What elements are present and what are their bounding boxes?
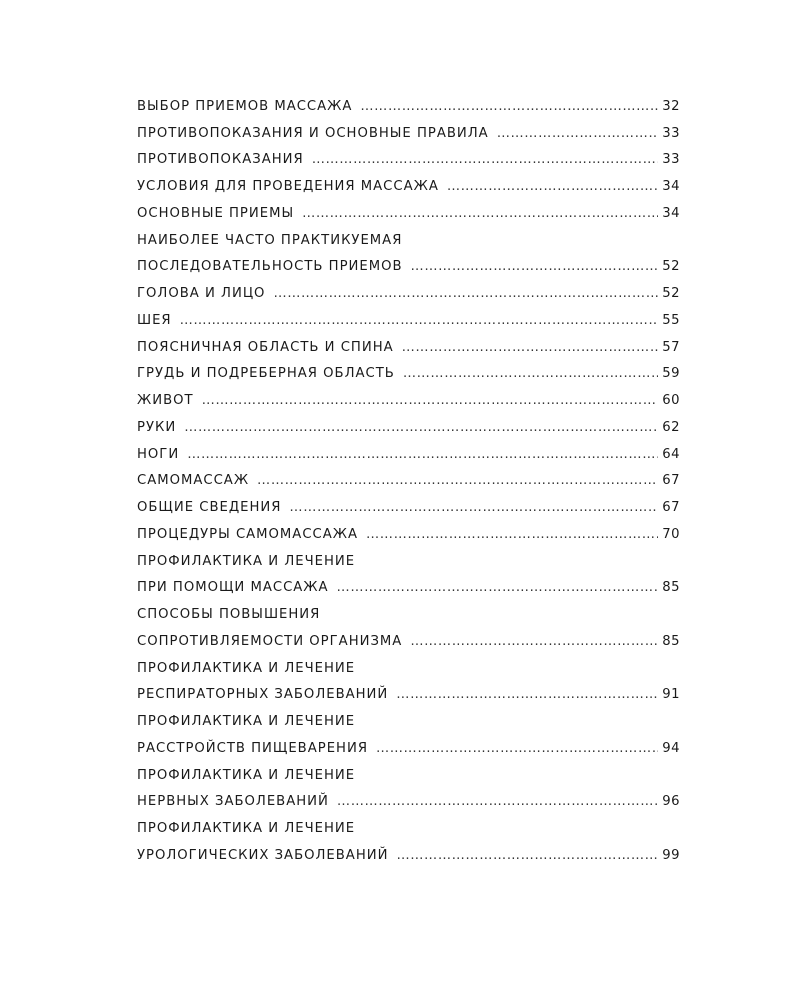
dot-leader bbox=[396, 848, 658, 863]
dot-leader bbox=[396, 687, 658, 702]
toc-entry[interactable] bbox=[137, 120, 680, 147]
dot-leader bbox=[273, 286, 658, 301]
toc-entry-page-number: 64 bbox=[662, 446, 680, 462]
dot-leader bbox=[447, 179, 658, 194]
toc-entry-page-number: 96 bbox=[662, 794, 680, 810]
dot-leader bbox=[366, 527, 658, 542]
dot-leader bbox=[184, 420, 658, 435]
toc-entry-title: ПРОФИЛАКТИКА И ЛЕЧЕНИЕ bbox=[137, 767, 356, 783]
toc-entry-title: РАССТРОЙСТВ ПИЩЕВАРЕНИЯ bbox=[137, 740, 368, 756]
toc-entry[interactable] bbox=[137, 334, 680, 361]
toc-entry[interactable] bbox=[137, 200, 680, 227]
toc-entry-page-number: 67 bbox=[662, 473, 680, 489]
toc-entry-page-number: 52 bbox=[662, 286, 680, 302]
toc-entry-page-number: 59 bbox=[662, 366, 680, 382]
toc-entry-title: ПРОФИЛАКТИКА И ЛЕЧЕНИЕ bbox=[137, 553, 356, 569]
toc-entry[interactable] bbox=[137, 93, 680, 120]
toc-entry[interactable] bbox=[137, 468, 680, 495]
toc-entry-title: ПРОФИЛАКТИКА И ЛЕЧЕНИЕ bbox=[137, 714, 356, 730]
toc-entry-page-number: 94 bbox=[662, 740, 680, 756]
dot-leader bbox=[360, 99, 658, 114]
toc-entry[interactable] bbox=[137, 842, 680, 869]
toc-entry-page-number: 99 bbox=[662, 847, 680, 863]
toc-entry-page-number: 32 bbox=[662, 98, 680, 114]
toc-entry[interactable] bbox=[137, 361, 680, 388]
table-of-contents bbox=[137, 93, 680, 869]
toc-entry[interactable] bbox=[137, 387, 680, 414]
dot-leader bbox=[410, 634, 658, 649]
toc-entry-title: ПРОЦЕДУРЫ САМОМАССАЖА bbox=[137, 526, 358, 542]
toc-entry-page-number: 70 bbox=[662, 526, 680, 542]
toc-entry-title: ПРОФИЛАКТИКА И ЛЕЧЕНИЕ bbox=[137, 821, 356, 837]
toc-entry-page-number: 91 bbox=[662, 687, 680, 703]
dot-leader bbox=[403, 366, 658, 381]
dot-leader bbox=[180, 313, 659, 328]
toc-entry-title: ЖИВОТ bbox=[137, 393, 194, 409]
toc-entry[interactable] bbox=[137, 414, 680, 441]
dot-leader bbox=[187, 447, 658, 462]
toc-entry-title: ВЫБОР ПРИЕМОВ МАССАЖА bbox=[137, 98, 353, 114]
toc-entry-page-number: 85 bbox=[662, 580, 680, 596]
toc-entry-title: ГОЛОВА И ЛИЦО bbox=[137, 286, 266, 302]
dot-leader bbox=[312, 152, 659, 167]
toc-entry-title: УСЛОВИЯ ДЛЯ ПРОВЕДЕНИЯ МАССАЖА bbox=[137, 179, 439, 195]
toc-entry-title: ШЕЯ bbox=[137, 312, 172, 328]
toc-entry[interactable] bbox=[137, 628, 680, 655]
toc-entry-title: ПОЯСНИЧНАЯ ОБЛАСТЬ И СПИНА bbox=[137, 339, 394, 355]
toc-entry[interactable] bbox=[137, 815, 680, 842]
dot-leader bbox=[202, 393, 659, 408]
dot-leader bbox=[497, 126, 659, 141]
toc-entry-title: НОГИ bbox=[137, 446, 180, 462]
toc-entry[interactable] bbox=[137, 441, 680, 468]
toc-entry[interactable] bbox=[137, 227, 680, 254]
toc-entry[interactable] bbox=[137, 548, 680, 575]
toc-entry-title: ПРОФИЛАКТИКА И ЛЕЧЕНИЕ bbox=[137, 660, 356, 676]
toc-entry-title: ПРОТИВОПОКАЗАНИЯ И ОСНОВНЫЕ ПРАВИЛА bbox=[137, 125, 489, 141]
toc-entry[interactable] bbox=[137, 789, 680, 816]
toc-entry[interactable] bbox=[137, 280, 680, 307]
toc-entry-title: УРОЛОГИЧЕСКИХ ЗАБОЛЕВАНИЙ bbox=[137, 847, 389, 863]
dot-leader bbox=[302, 206, 658, 221]
dot-leader bbox=[402, 340, 659, 355]
dot-leader bbox=[337, 794, 658, 809]
dot-leader bbox=[376, 741, 658, 756]
toc-entry-page-number: 33 bbox=[662, 125, 680, 141]
toc-entry-title: НЕРВНЫХ ЗАБОЛЕВАНИЙ bbox=[137, 794, 329, 810]
toc-entry-page-number: 34 bbox=[662, 205, 680, 221]
toc-entry[interactable] bbox=[137, 735, 680, 762]
toc-entry-title: РУКИ bbox=[137, 419, 177, 435]
toc-entry-page-number: 33 bbox=[662, 152, 680, 168]
toc-entry-page-number: 67 bbox=[662, 500, 680, 516]
toc-entry[interactable] bbox=[137, 254, 680, 281]
toc-entry-page-number: 85 bbox=[662, 633, 680, 649]
dot-leader bbox=[257, 473, 658, 488]
toc-entry-title: ПРОТИВОПОКАЗАНИЯ bbox=[137, 152, 304, 168]
toc-entry[interactable] bbox=[137, 708, 680, 735]
toc-entry-title: ОБЩИЕ СВЕДЕНИЯ bbox=[137, 500, 282, 516]
toc-entry[interactable] bbox=[137, 601, 680, 628]
toc-entry-page-number: 34 bbox=[662, 179, 680, 195]
toc-entry[interactable] bbox=[137, 575, 680, 602]
toc-entry[interactable] bbox=[137, 494, 680, 521]
toc-entry-page-number: 60 bbox=[662, 393, 680, 409]
toc-entry[interactable] bbox=[137, 655, 680, 682]
toc-entry-title: ПРИ ПОМОЩИ МАССАЖА bbox=[137, 580, 329, 596]
toc-entry-page-number: 55 bbox=[662, 312, 680, 328]
toc-entry[interactable] bbox=[137, 521, 680, 548]
toc-entry[interactable] bbox=[137, 762, 680, 789]
toc-entry-page-number: 62 bbox=[662, 419, 680, 435]
toc-entry-title: ГРУДЬ И ПОДРЕБЕРНАЯ ОБЛАСТЬ bbox=[137, 366, 395, 382]
toc-entry-title: РЕСПИРАТОРНЫХ ЗАБОЛЕВАНИЙ bbox=[137, 687, 389, 703]
toc-entry-title: СПОСОБЫ ПОВЫШЕНИЯ bbox=[137, 607, 321, 623]
dot-leader bbox=[411, 259, 659, 274]
toc-entry-title: ОСНОВНЫЕ ПРИЕМЫ bbox=[137, 205, 295, 221]
toc-entry-page-number: 57 bbox=[662, 339, 680, 355]
toc-entry-title: САМОМАССАЖ bbox=[137, 473, 250, 489]
toc-entry[interactable] bbox=[137, 307, 680, 334]
dot-leader bbox=[289, 500, 658, 515]
toc-entry-page-number: 52 bbox=[662, 259, 680, 275]
toc-entry-title: НАИБОЛЕЕ ЧАСТО ПРАКТИКУЕМАЯ bbox=[137, 232, 403, 248]
toc-entry-title: ПОСЛЕДОВАТЕЛЬНОСТЬ ПРИЕМОВ bbox=[137, 259, 403, 275]
toc-entry[interactable] bbox=[137, 147, 680, 174]
toc-entry[interactable] bbox=[137, 173, 680, 200]
dot-leader bbox=[337, 580, 659, 595]
toc-entry-title: СОПРОТИВЛЯЕМОСТИ ОРГАНИЗМА bbox=[137, 633, 403, 649]
toc-entry[interactable] bbox=[137, 682, 680, 709]
